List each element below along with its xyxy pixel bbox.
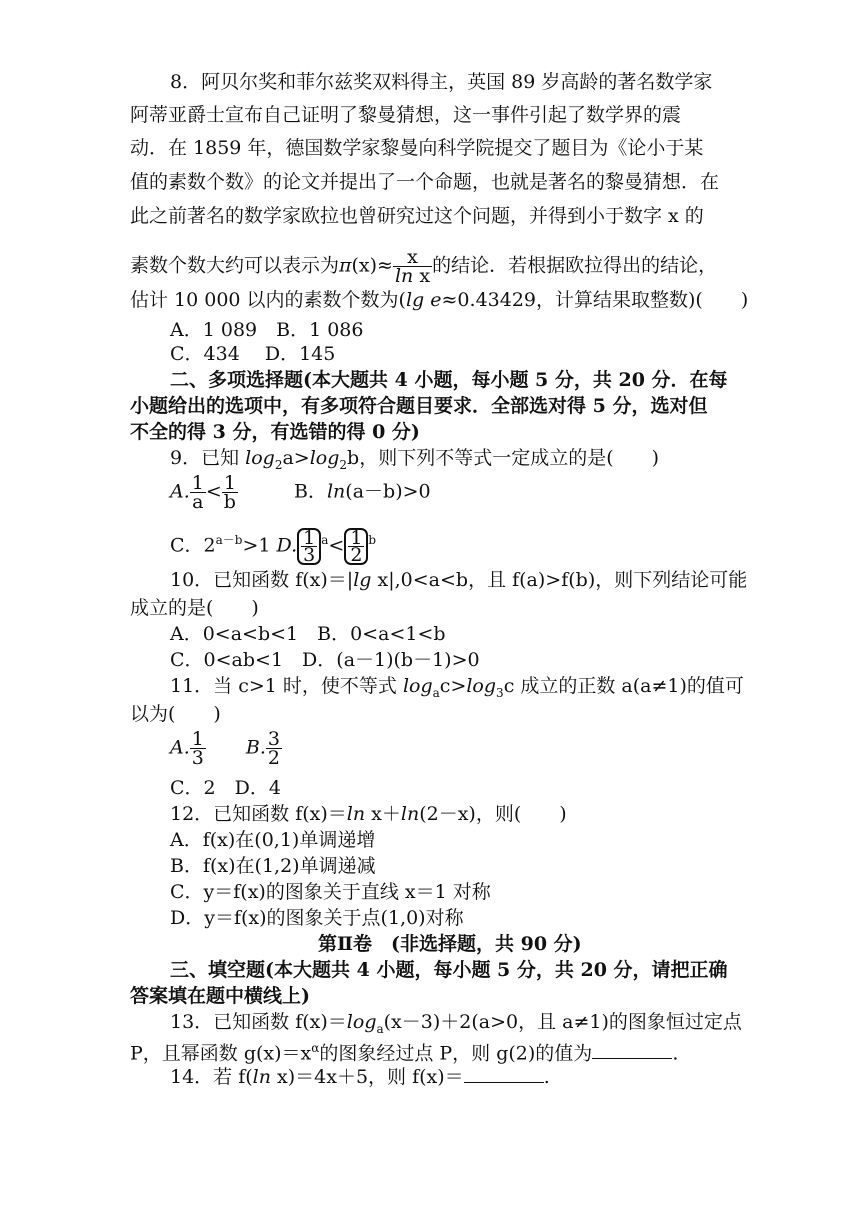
q8-line4: 值的素数个数》的论文并提出了一个命题，也就是著名的黎曼猜想．在 [130,171,720,193]
q12-stem: 12．已知函数 f(x)＝ln x＋ln(2－x)，则( ) [170,803,567,825]
q13-stem-line2: P，且幂函数 $g(x)=x^\alpha$的图象经过点 P，则 g(2)的值为 . [130,1041,679,1065]
q13-answer-blank[interactable] [592,1040,672,1059]
q11-options-ab: A. $\frac{1}{3}$ B. $\frac{3}{2}$ [170,728,281,769]
q8-line1: 8．阿贝尔奖和菲尔兹奖双料得主，英国 89 岁高龄的著名数学家 [170,71,713,93]
q10-options-ab: A．0<a<b<1 B．0<a<1<b [170,623,446,645]
q14-answer-blank[interactable] [464,1064,544,1083]
q12-option-a: A．f(x)在(0,1)单调递增 [170,829,376,851]
q8-options-cd: C．434 D．145 [170,343,336,365]
q9-options-cd: C．$2^{a-b}>1$ D. $\frac{1}{3}$ $^a$< $\frac{1}{2}$ $^b$ [170,527,377,566]
q13-stem-line1: 13．已知函数 $f(x)=\log_a(x-3)+2(a>0$，且 a≠1)的图象恒过定点 [170,1011,742,1036]
q8-line7: 估计 10 000 以内的素数个数为(lg e≈0.43429，计算结果取整数)( ) [130,289,749,311]
q12-option-d: D．y＝f(x)的图象关于点(1,0)对称 [170,907,464,929]
q8-line3: 动．在 1859 年，德国数学家黎曼向科学院提交了题目为《论小于某 [130,137,704,159]
euler-fraction: $\frac{x}{\text{ln x}}$ [394,246,431,287]
q10-options-cd: C．0<ab<1 D．(a－1)(b－1)>0 [170,649,480,671]
section3-header-line2: 答案填在题中横线上) [130,985,310,1007]
q8-line6: 素数个数大约可以表示为π(x)≈ $\frac{x}{\text{ln x}}$ 的结论．若根据欧拉得出的结论， [130,246,718,287]
q14-stem: 14．若 f(ln x)＝4x＋5，则 f(x)＝ . [170,1066,550,1088]
q8-options-ab: A．1 089 B．1 086 [170,319,364,341]
section2-header-line3: 不全的得 3 分，有选错的得 0 分) [130,421,420,443]
q8-line5: 此之前著名的数学家欧拉也曾研究过这个问题，并得到小于数字 x 的 [130,205,704,227]
q11-stem-line1: 11．当 c>1 时，使不等式 $\log_ac>\log_3c$ 成立的正数 a(a≠1)的值可 [170,675,744,700]
section2-header-line2: 小题给出的选项中，有多项符合题目要求．全部选对得 5 分，选对但 [130,395,708,417]
q12-option-b: B．f(x)在(1,2)单调递减 [170,855,376,877]
section2-header-line1: 二、多项选择题(本大题共 4 小题，每小题 5 分，共 20 分．在每 [170,369,728,391]
q11-options-cd: C．2 D．4 [170,777,281,799]
part2-title: 第Ⅱ卷 (非选择题，共 90 分) [318,933,582,955]
q11-stem-line2: 以为( ) [130,703,221,725]
section3-header-line1: 三、填空题(本大题共 4 小题，每小题 5 分，共 20 分，请把正确 [170,959,728,981]
q9-stem: 9．已知 $\log_2a>\log_2b$，则下列不等式一定成立的是( ) [170,447,660,472]
q8-line2: 阿蒂亚爵士宣布自己证明了黎曼猜想，这一事件引起了数学界的震 [130,104,682,126]
q10-stem-line2: 成立的是( ) [130,597,259,619]
q9-options-ab: A. $\frac{1}{a}$ < $\frac{1}{b}$ B．ln(a－b)>0 [170,472,431,513]
q12-option-c: C．y＝f(x)的图象关于直线 x＝1 对称 [170,881,491,903]
q10-stem-line1: 10．已知函数 f(x)＝|lg x|,0<a<b，且 f(a)>f(b)，则下列结论可能 [170,569,748,591]
